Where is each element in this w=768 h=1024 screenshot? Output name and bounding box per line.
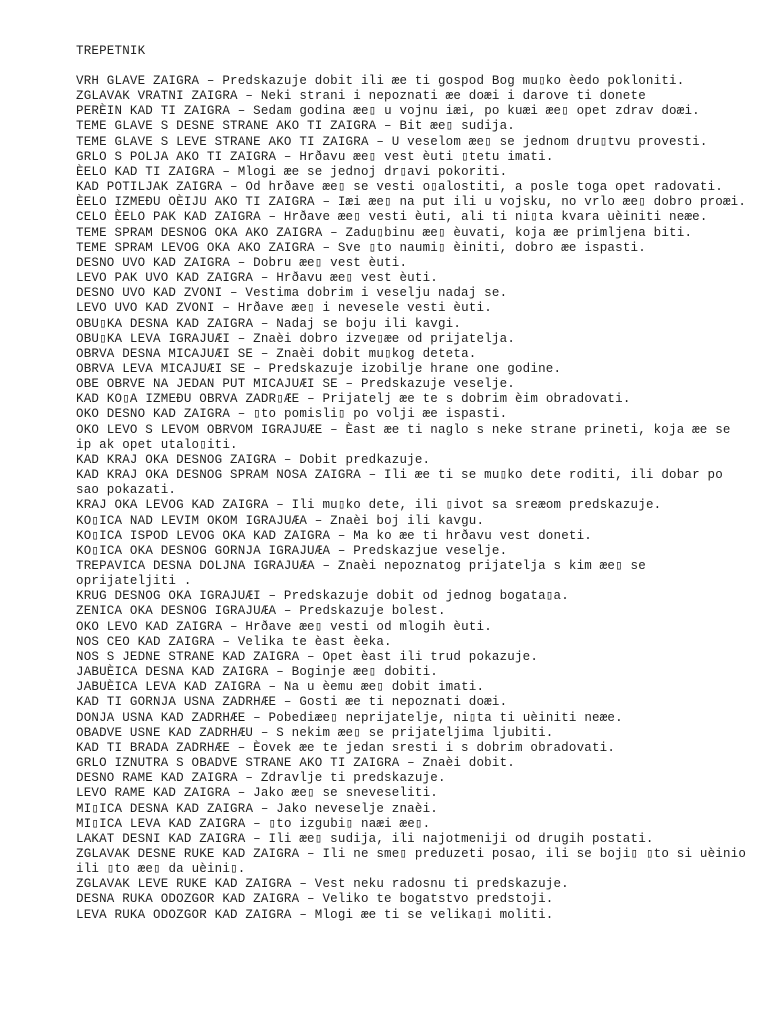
document-line: LAKAT DESNI KAD ZAIGRA – Ili æe▯ sudija, ili najotmeniji od drugih postati. [76, 831, 654, 846]
document-line: ÈELO KAD TI ZAIGRA – Mlogi æe se jednoj dr▯avi pokoriti. [76, 164, 508, 179]
document-line: KO▯ICA ISPOD LEVOG OKA KAD ZAIGRA – Ma ko æe ti hrðavu vest doneti. [76, 528, 593, 543]
document-line: OBE OBRVE NA JEDAN PUT MICAJUÆI SE – Predskazuje veselje. [76, 377, 515, 392]
document-line: DESNO UVO KAD ZVONI – Vestima dobrim i veselju nadaj se. [76, 286, 508, 301]
document-line: ÈELO IZMEĐU OÈIJU AKO TI ZAIGRA – Iæi æe▯ na put ili u vojsku, no vrlo æe▯ dobro proæi. [76, 195, 747, 210]
document-line: KAD TI BRADA ZADRHÆE – Èovek æe te jedan sresti i s dobrim obradovati. [76, 740, 616, 755]
document-line: ZGLAVAK VRATNI ZAIGRA – Neki strani i nepoznati æe doæi i darove ti donete [76, 89, 646, 104]
document-title: TREPETNIK [76, 44, 146, 58]
document-line: NOS CEO KAD ZAIGRA – Velika te èast èeka. [76, 634, 392, 649]
document-line: LEVO RAME KAD ZAIGRA – Jako æe▯ se sneveseliti. [76, 786, 438, 801]
document-line: KAD POTILJAK ZAIGRA – Od hrðave æe▯ se vesti o▯alostiti, a posle toga opet radovati. [76, 180, 723, 195]
document-line: OBRVA LEVA MICAJUÆI SE – Predskazuje izobilje hrane one godine. [76, 361, 562, 376]
document-line: PERÈIN KAD TI ZAIGRA – Sedam godina æe▯ u vojnu iæi, po kuæi æe▯ opet zdrav doæi. [76, 104, 700, 119]
document-line: DONJA USNA KAD ZADRHÆE – Pobediæe▯ neprijatelje, ni▯ta ti uèiniti neæe. [76, 710, 623, 725]
document-line: CELO ÈELO PAK KAD ZAIGRA – Hrðave æe▯ vesti èuti, ali ti ni▯ta kvara uèiniti neæe. [76, 210, 708, 225]
document-line: MI▯ICA LEVA KAD ZAIGRA – ▯to izgubi▯ naæi æe▯. [76, 816, 431, 831]
document-line: NOS S JEDNE STRANE KAD ZAIGRA – Opet èast ili trud pokazuje. [76, 649, 539, 664]
document-line: ZGLAVAK LEVE RUKE KAD ZAIGRA – Vest neku radosnu ti predskazuje. [76, 877, 569, 892]
document-line: OKO LEVO S LEVOM OBRVOM IGRAJUÆE – Èast æe ti naglo s neke strane prineti, koja æe se ip ak opet utalo▯iti. [76, 422, 739, 452]
document-line: GRLO IZNUTRA S OBADVE STRANE AKO TI ZAIGRA – Znaèi dobit. [76, 756, 515, 771]
document-line: KRUG DESNOG OKA IGRAJUÆI – Predskazuje dobit od jednog bogata▯a. [76, 589, 569, 604]
document-line: OBADVE USNE KAD ZADRHÆU – S nekim æe▯ se prijateljima ljubiti. [76, 725, 554, 740]
document-line: TEME GLAVE S LEVE STRANE AKO TI ZAIGRA – U veselom æe▯ se jednom dru▯tvu provesti. [76, 134, 708, 149]
document-body [76, 74, 754, 923]
document-line: GRLO S POLJA AKO TI ZAIGRA – Hrðavu æe▯ vest èuti ▯tetu imati. [76, 149, 554, 164]
document-line: JABUÈICA LEVA KAD ZAIGRA – Na u èemu æe▯ dobit imati. [76, 680, 485, 695]
document-line: OKO DESNO KAD ZAIGRA – ▯to pomisli▯ po volji æe ispasti. [76, 407, 508, 422]
document-line: OBU▯KA DESNA KAD ZAIGRA – Nadaj se boju ili kavgi. [76, 316, 462, 331]
document-line: DESNO UVO KAD ZAIGRA – Dobru æe▯ vest èuti. [76, 255, 408, 270]
document-line: ZENICA OKA DESNOG IGRAJUÆA – Predskazuje bolest. [76, 604, 446, 619]
document-line: JABUÈICA DESNA KAD ZAIGRA – Boginje æe▯ dobiti. [76, 665, 438, 680]
document-line: KO▯ICA NAD LEVIM OKOM IGRAJUÆA – Znaèi boj ili kavgu. [76, 513, 485, 528]
document-line: TREPAVICA DESNA DOLJNA IGRAJUÆA – Znaèi nepoznatog prijatelja s kim æe▯ se oprijateljiti . [76, 559, 654, 589]
document-line: OBRVA DESNA MICAJUÆI SE – Znaèi dobit mu▯kog deteta. [76, 346, 477, 361]
document-line: VRH GLAVE ZAIGRA – Predskazuje dobit ili æe ti gospod Bog mu▯ko èedo pokloniti. [76, 74, 685, 88]
document-line: DESNO RAME KAD ZAIGRA – Zdravlje ti predskazuje. [76, 771, 446, 786]
document-line: MI▯ICA DESNA KAD ZAIGRA – Jako neveselje znaèi. [76, 801, 438, 816]
document-line: TEME GLAVE S DESNE STRANE AKO TI ZAIGRA – Bit æe▯ sudija. [76, 119, 515, 134]
document-line: OBU▯KA LEVA IGRAJUÆI – Znaèi dobro izve▯æe od prijatelja. [76, 331, 516, 346]
document-line: LEVA RUKA ODOZGOR KAD ZAIGRA – Mlogi æe ti se velika▯i moliti. [76, 907, 554, 922]
document-line: KAD TI GORNJA USNA ZADRHÆE – Gosti æe ti nepoznati doæi. [76, 695, 508, 710]
document-line: KAD KRAJ OKA DESNOG ZAIGRA – Dobit predkazuje. [76, 452, 431, 467]
document-line: TEME SPRAM DESNOG OKA AKO ZAIGRA – Zadu▯binu æe▯ èuvati, koja æe primljena biti. [76, 225, 693, 240]
document-line: KO▯ICA OKA DESNOG GORNJA IGRAJUÆA – Predskazjue veselje. [76, 543, 508, 558]
document-line: LEVO UVO KAD ZVONI – Hrðave æe▯ i nevesele vesti èuti. [76, 301, 492, 316]
document-line: TEME SPRAM LEVOG OKA AKO ZAIGRA – Sve ▯to naumi▯ èiniti, dobro æe ispasti. [76, 240, 646, 255]
document-line: LEVO PAK UVO KAD ZAIGRA – Hrðavu æe▯ vest èuti. [76, 271, 438, 286]
document-line: KRAJ OKA LEVOG KAD ZAIGRA – Ili mu▯ko dete, ili ▯ivot sa sreæom predskazuje. [76, 498, 662, 513]
document-line: DESNA RUKA ODOZGOR KAD ZAIGRA – Veliko te bogatstvo predstoji. [76, 892, 554, 907]
document-line: OKO LEVO KAD ZAIGRA – Hrðave æe▯ vesti od mlogih èuti. [76, 619, 492, 634]
document-line: ZGLAVAK DESNE RUKE KAD ZAIGRA – Ili ne sme▯ preduzeti posao, ili se boji▯ ▯to si uèinio ili ▯to æe▯ da uèini▯. [76, 846, 754, 877]
document-line: KAD KRAJ OKA DESNOG SPRAM NOSA ZAIGRA – Ili æe ti se mu▯ko dete roditi, ili dobar po sao pokazati. [76, 468, 731, 498]
document-line: KAD KO▯A IZMEĐU OBRVA ZADR▯ÆE – Prijatelj æe te s dobrim èim obradovati. [76, 392, 631, 407]
